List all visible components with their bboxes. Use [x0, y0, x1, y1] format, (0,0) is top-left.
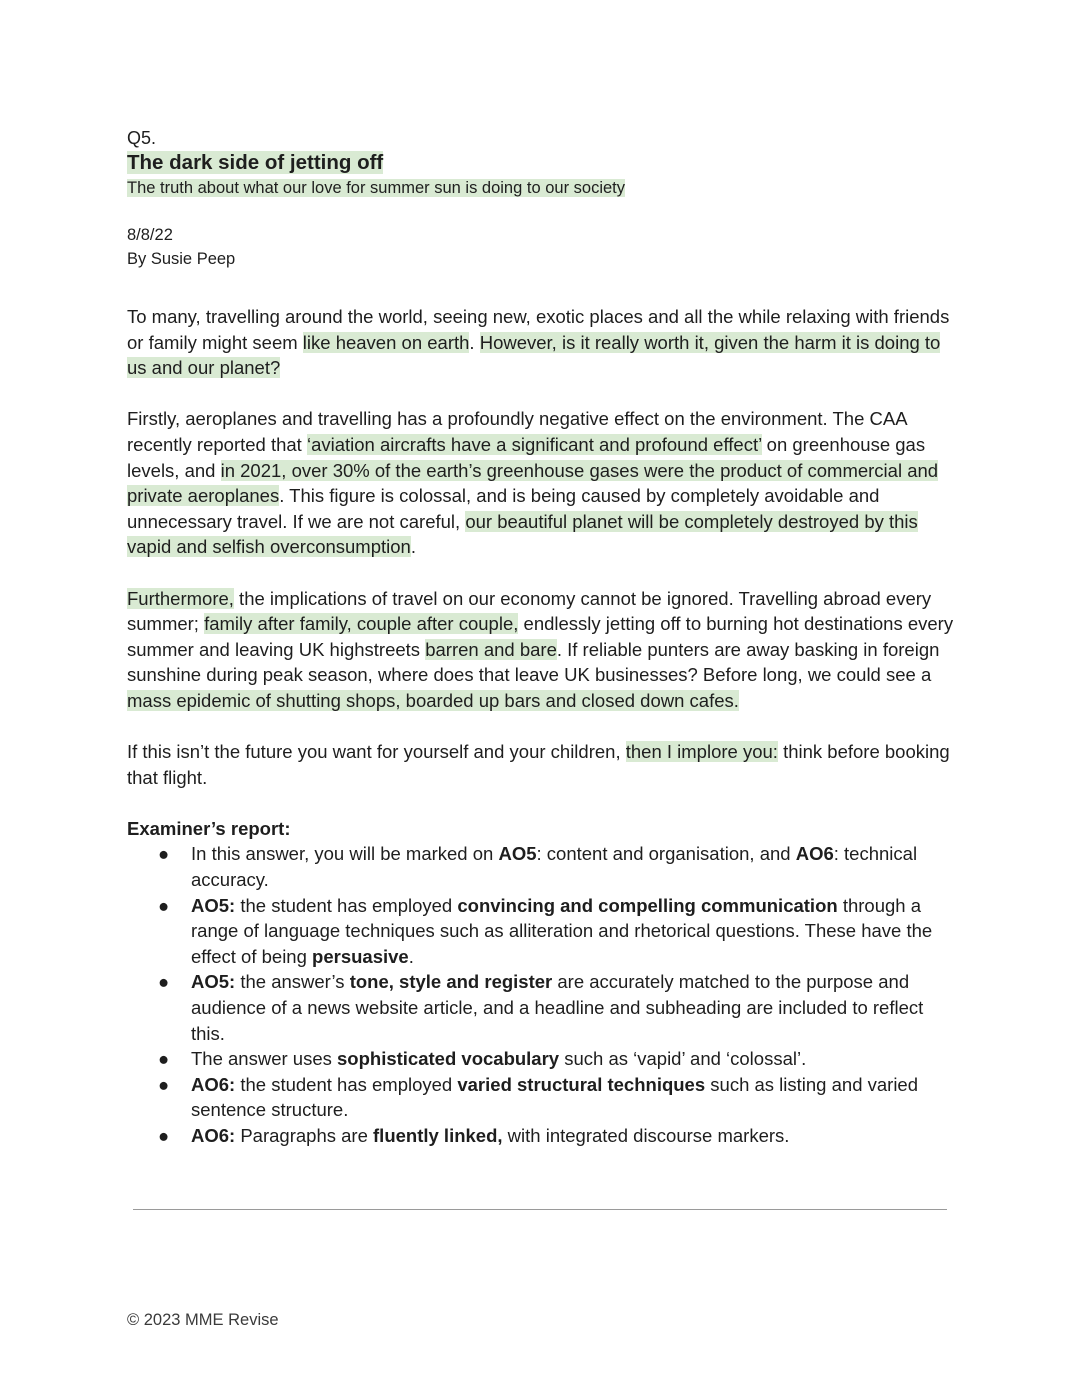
- text-segment: In this answer, you will be marked on: [191, 843, 499, 865]
- text-segment: Firstly, aeroplanes and travelling has a profoundly negative effect on the environment. The CAA recently reported that: [127, 408, 907, 455]
- text-segment: endlessly jetting off to burning hot destinations every summer and leaving UK highstreets: [127, 613, 954, 660]
- bold-text: tone, style and register: [349, 971, 553, 993]
- footer-divider: [133, 1209, 947, 1210]
- article-body: [127, 304, 957, 790]
- paragraph-conclusion: [127, 739, 957, 790]
- article-date: 8/8/22: [127, 226, 173, 244]
- article-byline: By Susie Peep: [127, 250, 236, 268]
- text-segment: : technical accuracy.: [191, 843, 918, 891]
- bullet-icon: ●: [158, 971, 170, 993]
- paragraph-economy: [127, 586, 957, 714]
- text-segment: The answer uses: [191, 1048, 338, 1070]
- text-segment: .: [469, 331, 480, 353]
- highlighted-text: ‘aviation aircrafts have a significant and profound effect’: [306, 433, 762, 455]
- report-item: [127, 1046, 957, 1072]
- examiner-report-list: [127, 841, 957, 1148]
- highlighted-text: like heaven on earth: [302, 331, 470, 353]
- title-text: The dark side of jetting off: [127, 151, 384, 174]
- text-segment: To many, travelling around the world, seeing new, exotic places and all the while relaxing with friends or family might seem: [127, 306, 950, 353]
- highlighted-text: then I implore you:: [625, 741, 778, 763]
- text-segment: the student has employed: [235, 894, 458, 916]
- bullet-icon: ●: [158, 1073, 170, 1095]
- subtitle-text: The truth about what our love for summer sun is doing to our society: [127, 179, 625, 197]
- bold-text: AO5:: [191, 971, 236, 993]
- bold-text: AO6: [795, 843, 834, 865]
- article-title: [127, 150, 957, 176]
- examiner-report-heading: Examiner’s report:: [127, 817, 291, 839]
- bold-text: varied structural techniques: [457, 1073, 706, 1095]
- highlighted-text: our beautiful planet will be completely destroyed by this vapid and selfish overconsumption: [127, 510, 918, 558]
- bullet-icon: ●: [158, 1125, 170, 1146]
- highlighted-text: barren and bare: [425, 638, 557, 660]
- highlighted-text: However, is it really worth it, given the harm it is doing to us and our planet?: [127, 331, 941, 379]
- report-item: [127, 1123, 957, 1149]
- report-item: [127, 841, 957, 892]
- bold-text: persuasive: [312, 945, 409, 967]
- report-item: [127, 893, 957, 970]
- highlighted-text: Furthermore,: [127, 587, 234, 609]
- bold-text: AO5:: [191, 894, 236, 916]
- highlighted-text: in 2021, over 30% of the earth’s greenhouse gases were the product of commercial and private aeroplanes: [127, 459, 939, 507]
- bold-text: fluently linked,: [373, 1125, 503, 1146]
- bullet-icon: ●: [158, 894, 170, 916]
- text-segment: .: [410, 536, 416, 558]
- question-number: Q5.: [127, 128, 157, 148]
- text-segment: the implications of travel on our economy cannot be ignored. Travelling abroad every summer;: [127, 587, 932, 635]
- text-segment: such as ‘vapid’ and ‘colossal’.: [559, 1048, 807, 1070]
- bold-text: AO6:: [191, 1125, 236, 1146]
- text-segment: . This figure is colossal, and is being caused by completely avoidable and unnecessary travel. If we are not careful,: [127, 485, 880, 532]
- text-segment: . If reliable punters are away basking in foreign sunshine during peak season, where does that leave UK businesses? Before long, we could see a: [127, 638, 940, 686]
- text-segment: with integrated discourse markers.: [502, 1125, 790, 1146]
- article-page: [127, 127, 957, 1149]
- text-segment: .: [408, 945, 414, 967]
- highlighted-text: mass epidemic of shutting shops, boarded up bars and closed down cafes.: [127, 689, 739, 711]
- paragraph-environment: [127, 406, 957, 560]
- text-segment: think before booking that flight.: [127, 741, 950, 788]
- text-segment: are accurately matched to the purpose and audience of a news website article, and a headline and subheading are included to reflect this.: [191, 971, 924, 1044]
- text-segment: Paragraphs are: [235, 1125, 374, 1146]
- text-segment: on greenhouse gas levels, and: [127, 433, 926, 481]
- report-item: [127, 1072, 957, 1123]
- text-segment: If this isn’t the future you want for yourself and your children,: [127, 741, 626, 763]
- report-item: [127, 969, 957, 1046]
- bold-text: AO5: [498, 843, 537, 865]
- text-segment: through a range of language techniques such as alliteration and rhetorical questions. These have the effect of being: [191, 894, 933, 967]
- text-segment: the student has employed: [235, 1073, 458, 1095]
- bold-text: convincing and compelling communication: [457, 894, 838, 916]
- text-segment: such as listing and varied sentence structure.: [191, 1073, 919, 1121]
- highlighted-text: family after family, couple after couple,: [204, 613, 519, 635]
- bullet-icon: ●: [158, 843, 170, 865]
- article-meta: [127, 223, 957, 271]
- paragraph-intro: [127, 304, 957, 381]
- bold-text: sophisticated vocabulary: [337, 1048, 560, 1070]
- bullet-icon: ●: [158, 1048, 170, 1070]
- bold-text: AO6:: [191, 1073, 236, 1095]
- article-subtitle: [127, 176, 957, 200]
- text-segment: the answer’s: [235, 971, 350, 993]
- text-segment: : content and organisation, and: [536, 843, 796, 865]
- copyright-footer: © 2023 MME Revise: [127, 1311, 279, 1329]
